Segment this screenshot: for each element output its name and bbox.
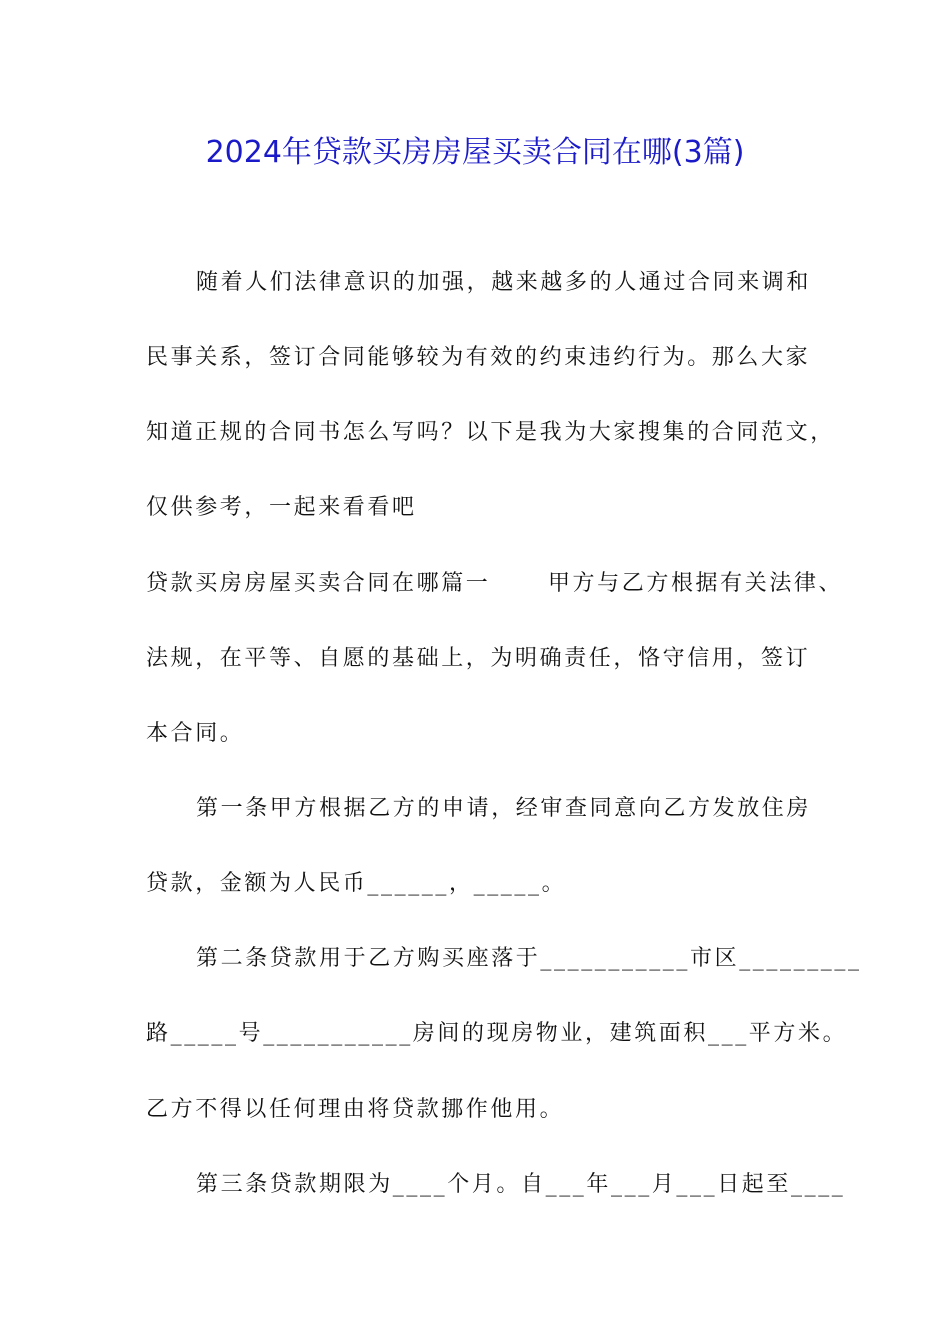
paragraph-line: 民事关系，签订合同能够较为有效的约束违约行为。那么大家 [146,345,811,370]
paragraph-line: 第一条甲方根据乙方的申请，经审查同意向乙方发放住房 [196,796,812,821]
paragraph-line: 本合同。 [146,721,245,746]
paragraph-line: 随着人们法律意识的加强，越来越多的人通过合同来调和 [196,270,812,295]
document-title: 2024年贷款买房房屋买卖合同在哪(3篇) [205,135,745,170]
paragraph-line: 第三条贷款期限为____个月。自___年___月___日起至____ [196,1172,846,1197]
paragraph-line: 知道正规的合同书怎么写吗？以下是我为大家搜集的合同范文， [146,420,835,445]
paragraph-line: 乙方不得以任何理由将贷款挪作他用。 [146,1097,565,1122]
paragraph-line: 第二条贷款用于乙方购买座落于___________市区_________ [196,946,862,971]
paragraph-line: 仅供参考，一起来看看吧 [146,495,417,520]
paragraph-line: 路_____号___________房间的现房物业，建筑面积___平方米。 [146,1021,848,1046]
paragraph-line: 贷款买房房屋买卖合同在哪篇一 甲方与乙方根据有关法律、 [146,571,844,596]
paragraph-line: 贷款，金额为人民币______，_____。 [146,871,567,896]
paragraph-line: 法规，在平等、自愿的基础上，为明确责任，恪守信用，签订 [146,646,811,671]
